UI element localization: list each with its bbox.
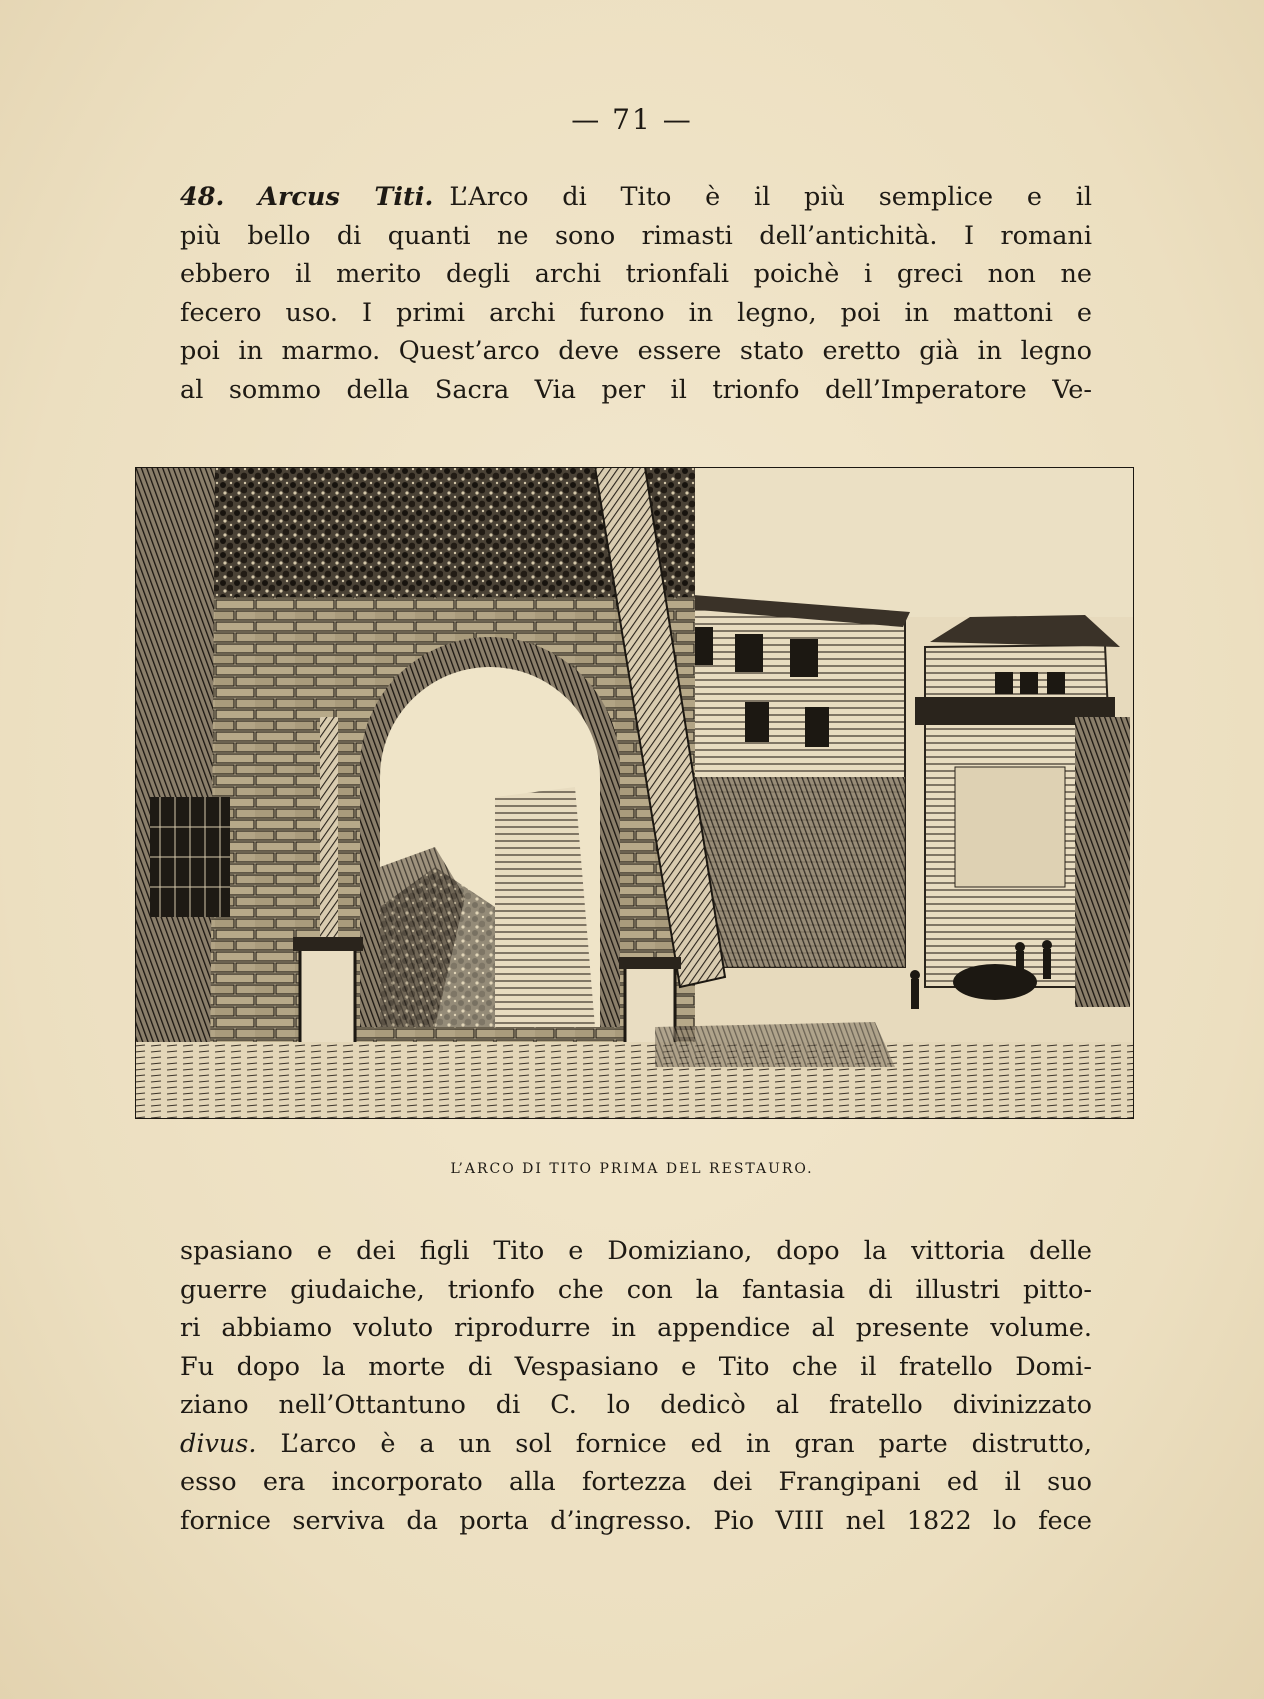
text-line: fecero uso. I primi archi furono in legno, poi in mattoni e (180, 297, 1092, 328)
text-line: spasiano e dei figli Tito e Domiziano, dopo la vittoria delle (180, 1236, 1092, 1266)
text-line: guerre giudaiche, trionfo che con la fantasia di illustri pitto- (180, 1274, 1092, 1305)
engraving-image (135, 467, 1134, 1119)
entry-title: Arcus Titi. (258, 182, 434, 212)
text-line: poi in marmo. Quest’arco deve essere stato eretto già in legno (180, 336, 1092, 366)
entry-number: 48. (180, 182, 225, 212)
paragraph-top (180, 178, 1092, 409)
text-line: Fu dopo la morte di Vespasiano e Tito che il fratello Domi- (180, 1351, 1092, 1382)
text-line (180, 1425, 1092, 1464)
text-line: più bello di quanti ne sono rimasti dell’antichità. I romani (180, 220, 1092, 251)
text-line: fornice serviva da porta d’ingresso. Pio VIII nel 1822 lo fece (180, 1505, 1092, 1536)
italic-word: divus. (180, 1428, 257, 1459)
text-line: ebbero il merito degli archi trionfali poichè i greci non ne (180, 259, 1092, 289)
illustration-caption: L’ARCO DI TITO PRIMA DEL RESTAURO. (450, 1161, 814, 1177)
text-line: ziano nell’Ottantuno di C. lo dedicò al fratello divinizzato (180, 1390, 1092, 1420)
engraving-arch-of-titus (135, 467, 1134, 1119)
text-line: esso era incorporato alla fortezza dei Frangipani ed il suo (180, 1467, 1092, 1497)
text-line (180, 178, 1092, 217)
text-line-content: L’Arco di Tito è il più semplice e il (449, 182, 1092, 212)
page-number: — 71 — (571, 103, 693, 136)
paragraph-bottom (180, 1232, 1092, 1540)
text-line-content: L’arco è a un sol fornice ed in gran parte distrutto, (280, 1428, 1092, 1459)
text-line: al sommo della Sacra Via per il trionfo dell’Imperatore Ve- (180, 374, 1092, 405)
text-line: ri abbiamo voluto riprodurre in appendice al presente volume. (180, 1313, 1092, 1343)
